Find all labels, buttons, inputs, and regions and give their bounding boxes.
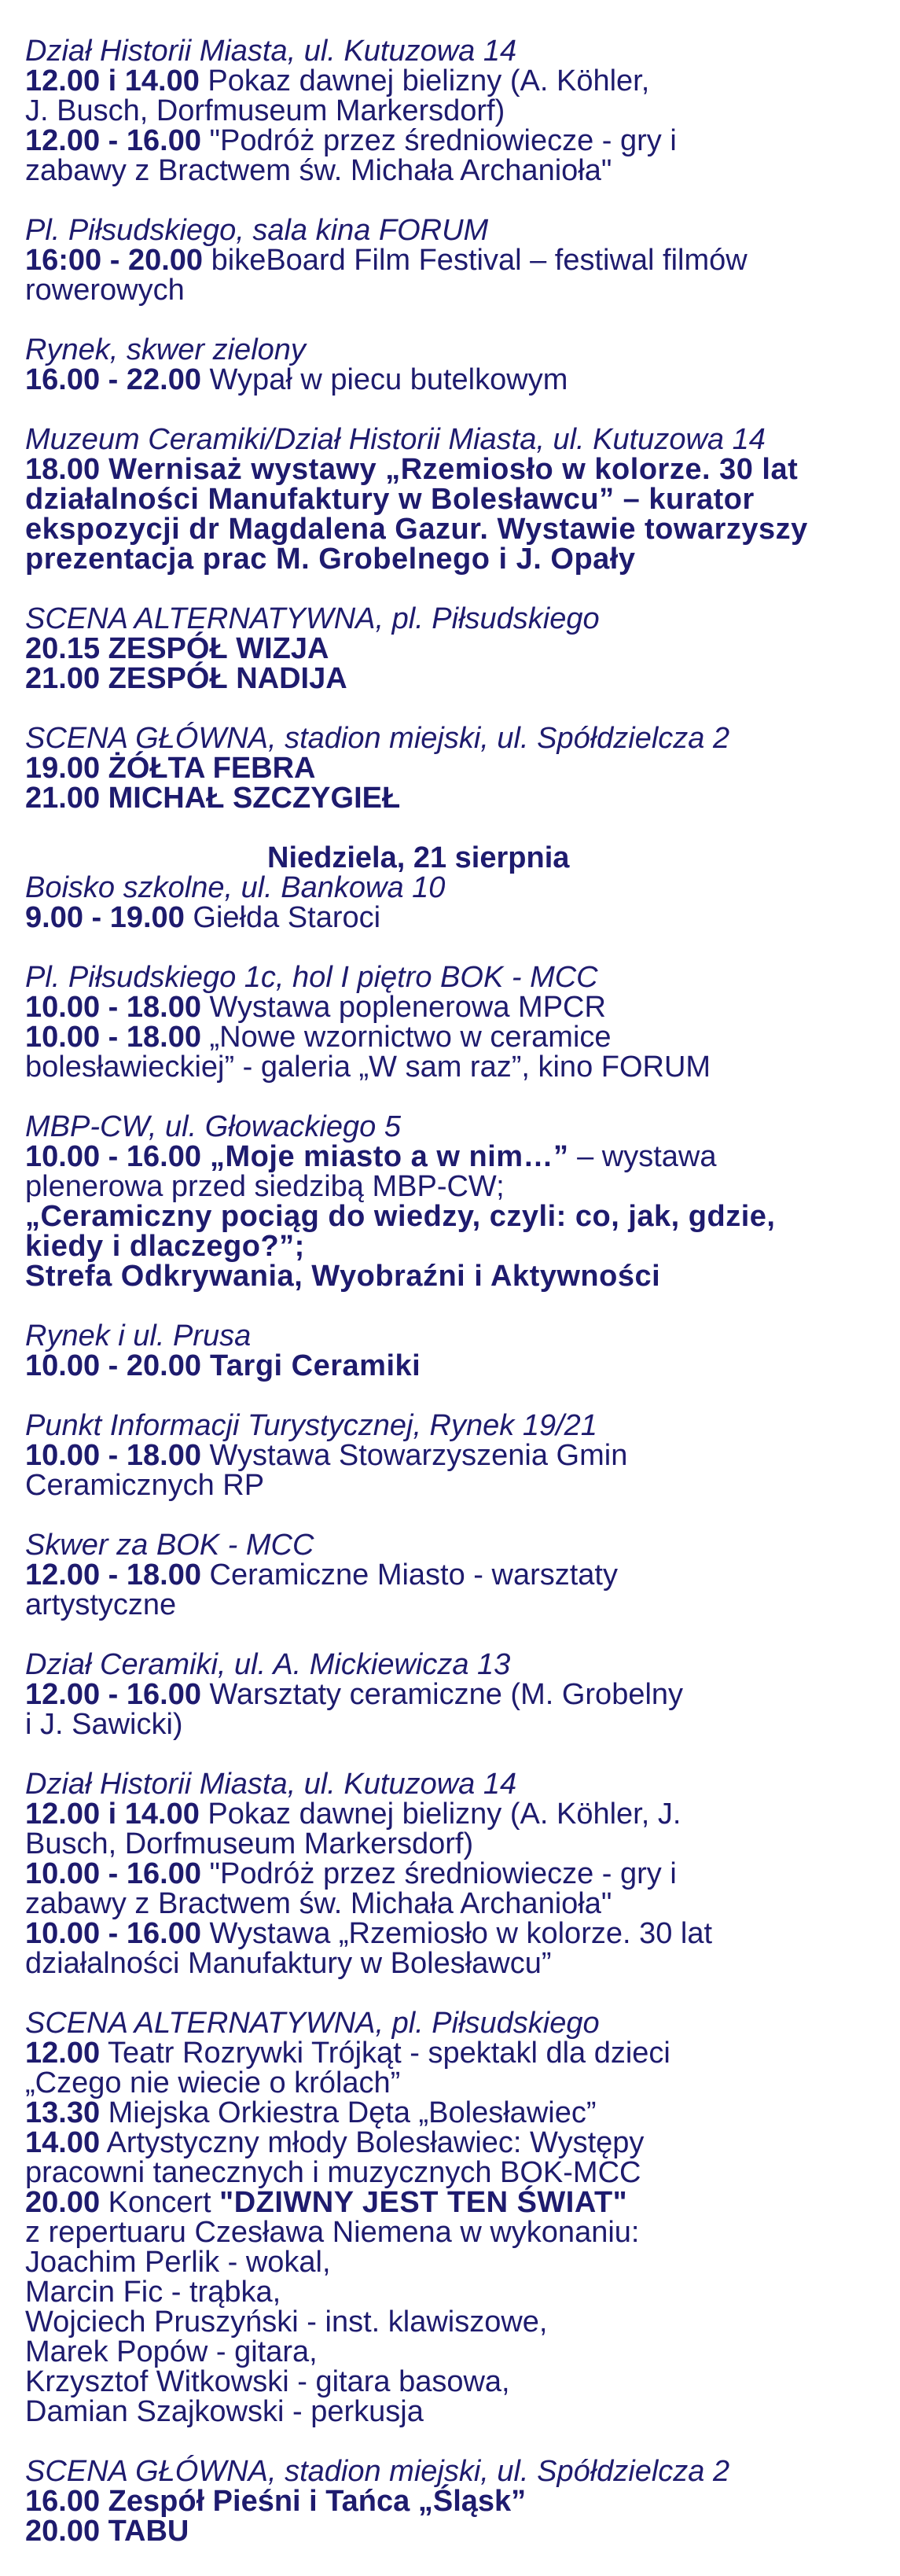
schedule-section [25, 335, 882, 395]
event-text: Miejska Orkiestra Dęta „Bolesławiec” [100, 2096, 597, 2129]
schedule-section [25, 1411, 882, 1500]
event-text: Wystawa Stowarzyszenia Gmin [200, 1439, 628, 1472]
section-gap [25, 2427, 882, 2456]
venue-title: SCENA GŁÓWNA, stadion miejski, ul. Spółdzielcza 2 [25, 2455, 730, 2488]
schedule-line [25, 1022, 882, 1052]
schedule-line [25, 2367, 882, 2397]
schedule-line [25, 1680, 882, 1709]
event-text: zabawy z Bractwem św. Michała Archanioła" [25, 1887, 612, 1920]
event-text: Ceramicznych RP [25, 1469, 265, 1502]
section-gap [25, 305, 882, 335]
event-title: Wernisaż wystawy „Rzemiosło w kolorze. 30 lat [100, 453, 799, 486]
venue-title: Punkt Informacji Turystycznej, Rynek 19/21 [25, 1409, 597, 1442]
schedule-line [25, 753, 882, 783]
venue-title: Rynek i ul. Prusa [25, 1319, 252, 1352]
event-time: 12.00 - 16.00 [25, 1678, 201, 1711]
event-time: 21.00 ZESPÓŁ NADIJA [25, 662, 347, 695]
event-title: kiedy i dlaczego?”; [25, 1230, 305, 1263]
event-time: 20.15 ZESPÓŁ WIZJA [25, 632, 329, 665]
schedule-line [25, 2486, 882, 2516]
schedule-section [25, 1650, 882, 1739]
schedule-section [25, 215, 882, 305]
schedule-line [25, 1799, 882, 1829]
event-text: i J. Sawicki) [25, 1708, 183, 1741]
event-time: 20.00 TABU [25, 2515, 189, 2548]
schedule-line [25, 2277, 882, 2307]
schedule-section [25, 1530, 882, 1620]
schedule-section [25, 425, 882, 574]
section-gap [25, 933, 882, 962]
schedule-line [25, 544, 882, 574]
venue-title: MBP-CW, ul. Głowackiego 5 [25, 1110, 401, 1143]
schedule-line [25, 1949, 882, 1978]
event-text: zabawy z Bractwem św. Michała Archanioła" [25, 154, 612, 187]
event-text: Artystyczny młody Bolesławiec: Występy [100, 2126, 645, 2159]
event-text: Damian Szajkowski - perkusja [25, 2395, 424, 2428]
schedule-line [25, 1052, 882, 1082]
schedule-line [25, 2098, 882, 2128]
schedule-line [25, 2038, 882, 2068]
event-text: Pokaz dawnej bielizny (A. Köhler, J. [199, 1798, 681, 1831]
event-time: 10.00 - 18.00 [25, 1021, 201, 1054]
event-text: artystyczne [25, 1588, 177, 1621]
schedule-line [25, 365, 882, 395]
section-gap [25, 1291, 882, 1321]
schedule-line [25, 245, 882, 275]
event-text: działalności Manufaktury w Bolesławcu” [25, 1947, 552, 1980]
event-time: 10.00 - 16.00 [25, 1140, 201, 1173]
event-title: "DZIWNY JEST TEN ŚWIAT" [219, 2186, 628, 2219]
event-time: 12.00 i 14.00 [25, 64, 200, 98]
schedule-line [25, 454, 882, 484]
event-text: z repertuaru Czesława Niemena w wykonaniu: [25, 2216, 640, 2249]
schedule-line [25, 484, 882, 514]
venue-title: Boisko szkolne, ul. Bankowa 10 [25, 871, 446, 904]
event-text: pracowni tanecznych i muzycznych BOK-MCC [25, 2156, 641, 2189]
schedule-line [25, 2158, 882, 2188]
section-gap [25, 813, 882, 843]
venue-title: SCENA GŁÓWNA, stadion miejski, ul. Spółdzielcza 2 [25, 722, 730, 755]
event-title: Strefa Odkrywania, Wyobraźni i Aktywności [25, 1260, 661, 1293]
schedule-line [25, 1231, 882, 1261]
event-time: 19.00 ŻÓŁTA FEBRA [25, 752, 316, 785]
schedule-line [25, 1470, 882, 1500]
section-gap [25, 1381, 882, 1411]
schedule-line [25, 1202, 882, 1231]
event-title: prezentacja prac M. Grobelnego i J. Opały [25, 543, 636, 576]
schedule-line [25, 1172, 882, 1202]
schedule-section [25, 723, 882, 813]
event-time: 12.00 i 14.00 [25, 1798, 200, 1831]
event-text: „Nowe wzornictwo w ceramice [200, 1021, 612, 1054]
schedule-section [25, 1321, 882, 1381]
event-time: 9.00 - 19.00 [25, 901, 185, 934]
schedule-line [25, 1859, 882, 1889]
schedule-line [25, 2188, 882, 2217]
event-text: J. Busch, Dorfmuseum Markersdorf) [25, 94, 505, 127]
event-title: ekspozycji dr Magdalena Gazur. Wystawie towarzyszy [25, 513, 808, 546]
venue-title: Skwer za BOK - MCC [25, 1529, 314, 1562]
event-text: Ceramiczne Miasto - warsztaty [200, 1558, 618, 1592]
section-gap [25, 1082, 882, 1112]
schedule-line [25, 2516, 882, 2546]
schedule-line [25, 903, 882, 933]
venue-title: Rynek, skwer zielony [25, 333, 306, 366]
event-time: 12.00 [25, 2037, 101, 2070]
event-time: 12.00 - 16.00 [25, 124, 201, 157]
schedule-line [25, 1351, 882, 1381]
schedule-line [25, 1560, 882, 1590]
event-text: Krzysztof Witkowski - gitara basowa, [25, 2365, 510, 2398]
venue-title: Dział Historii Miasta, ul. Kutuzowa 14 [25, 35, 517, 68]
schedule-line [25, 2337, 882, 2367]
schedule-line [25, 992, 882, 1022]
schedule-line [25, 1590, 882, 1620]
event-title: „Moje miasto a w nim…” [200, 1140, 569, 1173]
venue-title: Pl. Piłsudskiego, sala kina FORUM [25, 214, 489, 247]
venue-title: SCENA ALTERNATYWNA, pl. Piłsudskiego [25, 602, 600, 635]
event-time: 10.00 - 16.00 [25, 1857, 201, 1890]
section-gap [25, 1739, 882, 1769]
venue-title: SCENA ALTERNATYWNA, pl. Piłsudskiego [25, 2007, 600, 2040]
event-title: „Ceramiczny pociąg do wiedzy, czyli: co, jak, gdzie, [25, 1200, 776, 1233]
event-text: – wystawa [568, 1140, 717, 1173]
event-text: Wypał w piecu butelkowym [200, 363, 568, 396]
schedule-section [25, 1769, 882, 1978]
schedule-line [25, 2217, 882, 2247]
schedule-line [25, 1889, 882, 1919]
event-time: 20.00 [25, 2186, 101, 2219]
section-gap [25, 1620, 882, 1650]
schedule-section [25, 1112, 882, 1291]
event-time: 13.30 [25, 2096, 101, 2129]
event-text: Wystawa poplenerowa MPCR [200, 991, 606, 1024]
event-time: 12.00 - 18.00 [25, 1558, 201, 1592]
schedule-line [25, 1261, 882, 1291]
event-text: plenerowa przed siedzibą MBP-CW; [25, 1170, 505, 1203]
event-time: 10.00 - 20.00 [25, 1349, 201, 1382]
schedule-line [25, 2128, 882, 2158]
schedule-line [25, 156, 882, 186]
schedule-line [25, 96, 882, 126]
schedule-line [25, 66, 882, 96]
venue-title: Muzeum Ceramiki/Dział Historii Miasta, ul. Kutuzowa 14 [25, 423, 766, 456]
event-time: 21.00 MICHAŁ SZCZYGIEŁ [25, 782, 401, 815]
event-time: 10.00 - 16.00 [25, 1917, 201, 1950]
schedule-line [25, 2068, 882, 2098]
section-gap [25, 2546, 882, 2576]
event-text: "Podróż przez średniowiecze - gry i [200, 1857, 677, 1890]
section-gap [25, 1500, 882, 1530]
event-text: „Czego nie wiecie o królach” [25, 2066, 401, 2099]
section-gap [25, 395, 882, 425]
event-text: Warsztaty ceramiczne (M. Grobelny [200, 1678, 684, 1711]
event-schedule [25, 36, 882, 2576]
schedule-line [25, 126, 882, 156]
schedule-section [25, 604, 882, 694]
schedule-line [25, 275, 882, 305]
event-text: Teatr Rozrywki Trójkąt - spektakl dla dzieci [100, 2037, 670, 2070]
event-text: Marek Popów - gitara, [25, 2335, 318, 2368]
event-text: Joachim Perlik - wokal, [25, 2246, 331, 2279]
event-time: 10.00 - 18.00 [25, 991, 201, 1024]
event-text: Giełda Staroci [184, 901, 381, 934]
section-gap [25, 574, 882, 604]
event-time: 16.00 Zespół Pieśni i Tańca „Śląsk” [25, 2485, 527, 2518]
event-text: Busch, Dorfmuseum Markersdorf) [25, 1827, 474, 1860]
event-text: "Podróż przez średniowiecze - gry i [200, 124, 677, 157]
event-text: bikeBoard Film Festival – festiwal filmów [203, 244, 748, 277]
schedule-section [25, 36, 882, 186]
venue-title: Dział Historii Miasta, ul. Kutuzowa 14 [25, 1768, 517, 1801]
event-text: Marcin Fic - trąbka, [25, 2276, 281, 2309]
event-text: bolesławieckiej” - galeria „W sam raz”, kino FORUM [25, 1051, 711, 1084]
section-gap [25, 694, 882, 723]
section-gap [25, 186, 882, 215]
event-time: 18.00 [25, 453, 101, 486]
event-time: 14.00 [25, 2126, 101, 2159]
schedule-line [25, 664, 882, 694]
event-time: 16.00 - 22.00 [25, 363, 201, 396]
event-title: Targi Ceramiki [200, 1349, 421, 1382]
schedule-line [25, 783, 882, 813]
venue-title: Dział Ceramiki, ul. A. Mickiewicza 13 [25, 1648, 511, 1681]
schedule-line [25, 514, 882, 544]
schedule-section [25, 962, 882, 1082]
schedule-section [25, 873, 882, 933]
event-text: Wystawa „Rzemiosło w kolorze. 30 lat [200, 1917, 713, 1950]
schedule-line [25, 1709, 882, 1739]
schedule-line [25, 2397, 882, 2427]
schedule-line [25, 1441, 882, 1470]
event-text: Pokaz dawnej bielizny (A. Köhler, [199, 64, 650, 98]
schedule-line [25, 1919, 882, 1949]
event-text: rowerowych [25, 274, 185, 307]
schedule-section [25, 2008, 882, 2427]
schedule-line [25, 1142, 882, 1172]
section-gap [25, 1978, 882, 2008]
event-text: Koncert [100, 2186, 220, 2219]
event-time: 16:00 - 20.00 [25, 244, 204, 277]
day-heading: Niedziela, 21 sierpnia [267, 841, 570, 874]
schedule-line [25, 1829, 882, 1859]
event-time: 10.00 - 18.00 [25, 1439, 201, 1472]
schedule-line [25, 2307, 882, 2337]
venue-title: Pl. Piłsudskiego 1c, hol I piętro BOK - MCC [25, 961, 598, 994]
event-title: działalności Manufaktury w Bolesławcu” – kurator [25, 483, 755, 516]
schedule-line [25, 634, 882, 664]
schedule-line [25, 2247, 882, 2277]
event-text: Wojciech Pruszyński - inst. klawiszowe, [25, 2306, 548, 2339]
